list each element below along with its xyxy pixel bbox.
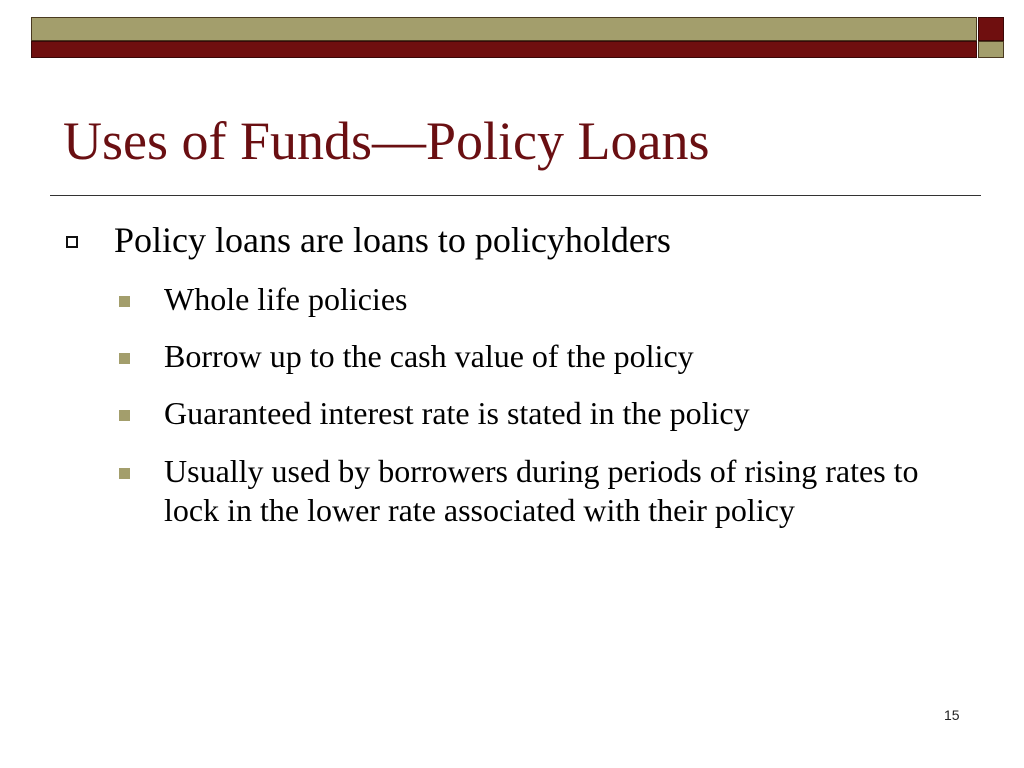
sub-bullet-3: Guaranteed interest rate is stated in the policy xyxy=(164,395,750,431)
sub-bullet-4: Usually used by borrowers during periods of rising rates to lock in the lower rate associated with their policy xyxy=(164,453,919,529)
header-square-olive xyxy=(978,41,1004,58)
square-bullet-icon xyxy=(119,468,130,479)
title-divider xyxy=(50,195,981,196)
header-bar-maroon xyxy=(31,41,977,58)
square-bullet-icon xyxy=(119,353,130,364)
hollow-square-bullet-icon xyxy=(66,236,78,248)
slide-title: Uses of Funds—Policy Loans xyxy=(63,111,710,171)
page-number: 15 xyxy=(944,707,960,723)
square-bullet-icon xyxy=(119,296,130,307)
sub-bullet-2: Borrow up to the cash value of the policy xyxy=(164,338,694,374)
sub-bullet-1: Whole life policies xyxy=(164,281,408,317)
main-bullet-text: Policy loans are loans to policyholders xyxy=(114,220,671,260)
square-bullet-icon xyxy=(119,410,130,421)
header-square-maroon xyxy=(978,17,1004,41)
header-bar-olive xyxy=(31,17,977,41)
